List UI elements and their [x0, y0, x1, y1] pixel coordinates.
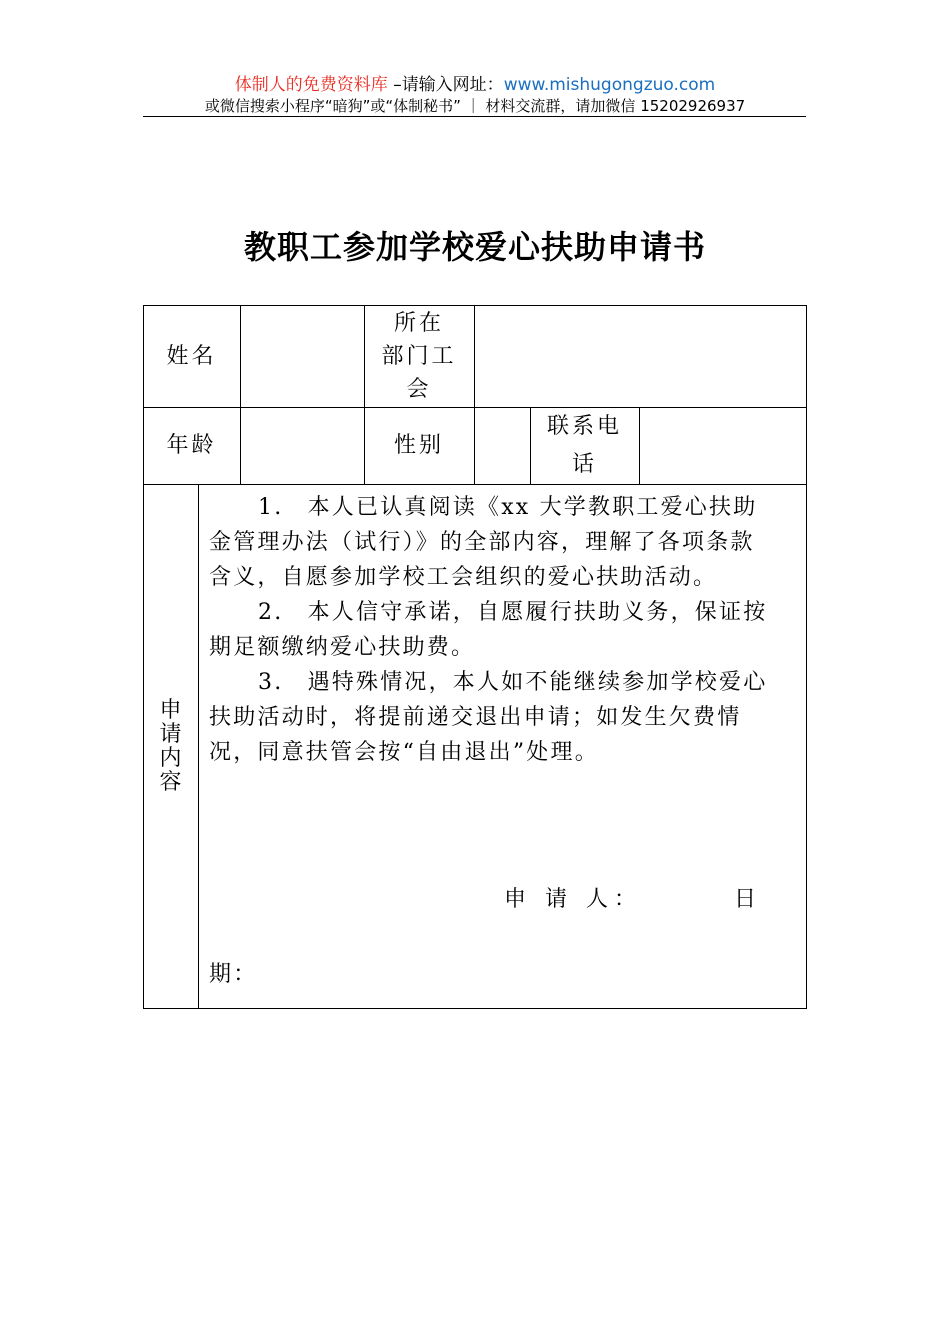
site-name: 体制人的免费资料库: [234, 75, 388, 95]
content-line: 2. 本人信守承诺，自愿履行扶助义务，保证按: [258, 600, 768, 625]
department-label-line: 部门工: [381, 343, 457, 369]
watermark-header-line2: 或微信搜索小程序“暗狗”或“体制秘书” ｜ 材料交流群，请加微信 15202926937: [204, 97, 746, 115]
department-label: [364, 305, 474, 407]
department-label-line: 所在: [393, 310, 444, 336]
label-char: 申: [159, 697, 182, 723]
url-prompt: –请输入网址：: [393, 75, 504, 95]
watermark-header-line1: [0, 70, 950, 95]
header-divider: [143, 116, 806, 117]
age-label: 年龄: [166, 433, 217, 458]
phone-label: [530, 407, 639, 484]
content-line: 期足额缴纳爱心扶助费。: [209, 635, 476, 660]
age-field[interactable]: [241, 408, 364, 484]
phone-field[interactable]: [640, 408, 806, 484]
content-line: 扶助活动时，将提前递交退出申请；如发生欠费情: [209, 705, 742, 730]
gender-label: 性别: [393, 433, 444, 458]
label-char: 请: [159, 721, 182, 747]
content-line: 含义，自愿参加学校工会组织的爱心扶助活动。: [209, 565, 718, 590]
name-field[interactable]: [241, 306, 364, 407]
site-url-link[interactable]: www.mishugongzuo.com: [503, 75, 716, 95]
content-line: 1. 本人已认真阅读《xx 大学教职工爱心扶助: [258, 495, 758, 520]
department-field[interactable]: [475, 306, 806, 407]
page-title: 教职工参加学校爱心扶助申请书: [243, 228, 706, 266]
date-label-start: 日: [734, 887, 759, 912]
content-line: 况，同意扶管会按“自由退出”处理。: [209, 740, 599, 765]
application-content-label: [143, 484, 198, 1009]
date-label-end: 期：: [209, 962, 258, 987]
applicant-label: 申 请 人：: [504, 887, 642, 912]
label-char: 容: [159, 769, 182, 795]
label-char: 内: [159, 745, 182, 771]
department-label-line: 会: [406, 376, 432, 402]
content-line: 金管理办法（试行）》的全部内容，理解了各项条款: [209, 530, 755, 555]
name-label: 姓名: [166, 343, 217, 369]
phone-label-line: 联系电: [546, 413, 622, 439]
gender-field[interactable]: [475, 408, 530, 484]
phone-label-line: 话: [571, 451, 597, 477]
content-line: 3. 遇特殊情况，本人如不能继续参加学校爱心: [258, 670, 768, 695]
